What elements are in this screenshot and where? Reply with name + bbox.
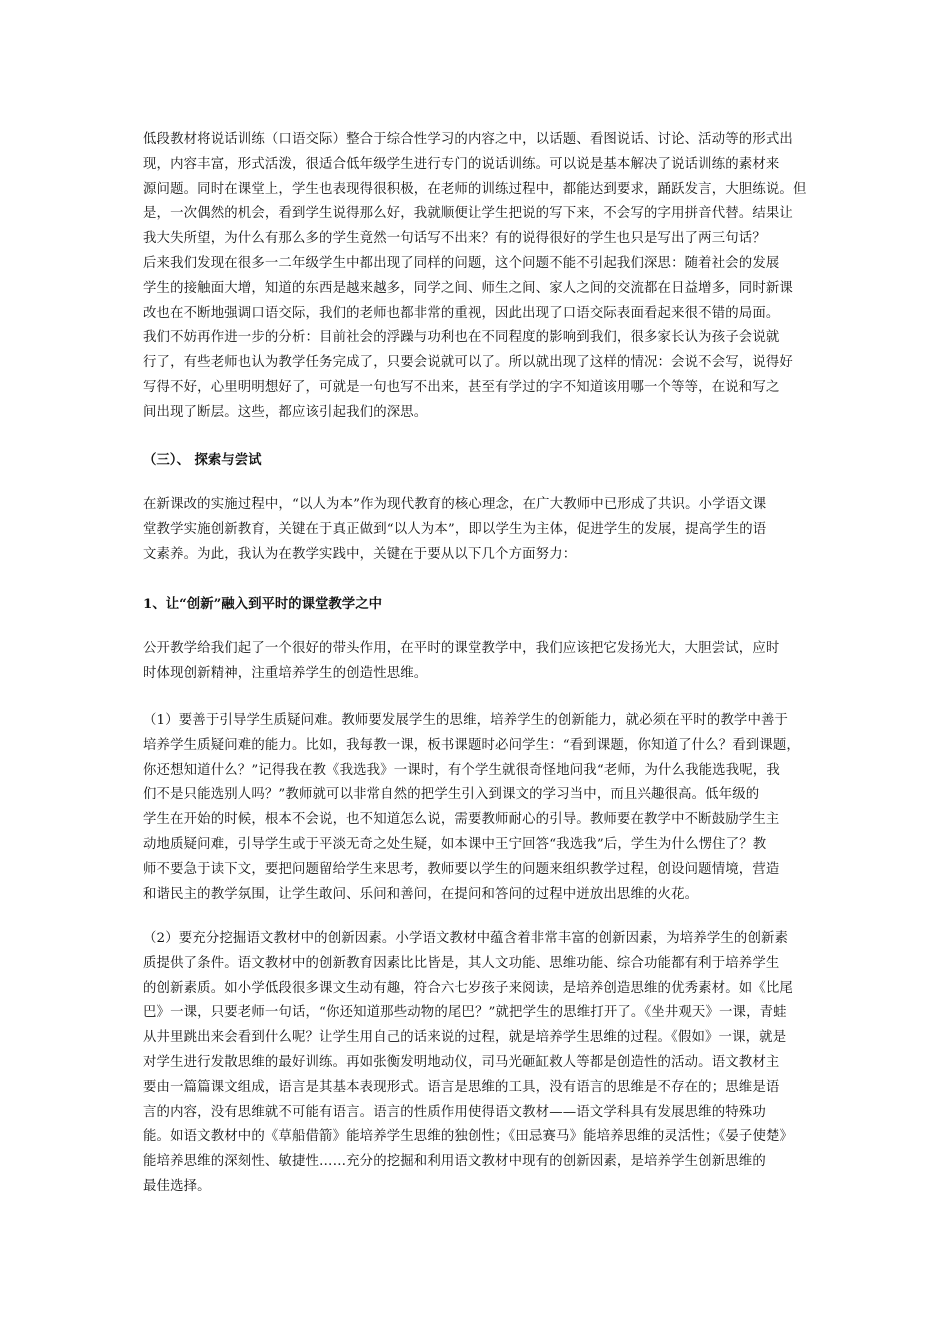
text-line: 源问题。同时在课堂上，学生也表现得很积极，在老师的训练过程中，都能达到要求，踊跃发言，大胆练说。但 xyxy=(143,181,807,197)
text-line: 言的内容，没有思维就不可能有语言。语言的性质作用使得语文教材——语文学科具有发展思维的特殊功 xyxy=(143,1104,766,1120)
text-line: 写得不好，心里明明想好了，可就是一句也写不出来，甚至有学过的字不知道该用哪一个等等，在说和写之 xyxy=(143,379,780,395)
text-line: 学生的接触面大增，知道的东西是越来越多，同学之间、师生之间、家人之间的交流都在日益增多，同时新课 xyxy=(143,280,793,296)
text-line: （2）要充分挖掘语文教材中的创新因素。小学语文教材中蕴含着非常丰富的创新因素，为培养学生的创新素 xyxy=(143,931,789,946)
text-line: 是，一次偶然的机会，看到学生说得那么好，我就顺便让学生把说的写下来，不会写的字用拼音代替。结果让 xyxy=(143,206,793,222)
paragraph-4 xyxy=(143,709,811,907)
text-line: 从井里跳出来会看到什么呢？让学生用自己的话来说的过程，就是培养学生思维的过程。《假如》一课，就是 xyxy=(143,1030,787,1046)
text-line: 巴》一课，只要老师一句话，“你还知道那些动物的尾巴？”就把学生的思维打开了。《坐井观天》一课，青蛙 xyxy=(143,1005,787,1021)
text-line: 们不是只能选别人吗？”教师就可以非常自然的把学生引入到课文的学习当中，而且兴趣很高。低年级的 xyxy=(143,787,760,803)
text-line: 你还想知道什么？”记得我在教《我选我》一课时，有个学生就很奇怪地问我“老师，为什么我能选我呢，我 xyxy=(143,762,780,778)
text-line: 我们不妨再作进一步的分析：目前社会的浮躁与功利也在不同程度的影响到我们，很多家长认为孩子会说就 xyxy=(143,330,780,346)
text-line: 对学生进行发散思维的最好训练。再如张衡发明地动仪，司马光砸缸救人等都是创造性的活动。语文教材主 xyxy=(143,1054,780,1070)
text-line: 和谐民主的教学氛围，让学生敢问、乐问和善问，在提问和答问的过程中迸放出思维的火花。 xyxy=(143,886,699,902)
text-line: 能。如语文教材中的《草船借箭》能培养学生思维的独创性；《田忌赛马》能培养思维的灵活性；《晏子使楚》 xyxy=(143,1129,794,1145)
paragraph-2 xyxy=(143,493,811,567)
text-line: 能培养思维的深刻性、敏捷性……充分的挖掘和利用语文教材中现有的创新因素，是培养学生创新思维的 xyxy=(143,1154,766,1170)
text-line: 学生在开始的时候，根本不会说，也不知道怎么说，需要教师耐心的引导。教师要在教学中不断鼓励学生主 xyxy=(143,812,780,828)
text-line: 的创新素质。如小学低段很多课文生动有趣，符合六七岁孩子来阅读，是培养创造思维的优秀素材。如《比尾 xyxy=(143,980,793,996)
text-line: （1）要善于引导学生质疑问难。教师要发展学生的思维，培养学生的创新能力，就必须在平时的教学中善于 xyxy=(143,713,789,728)
text-line: 现，内容丰富，形式活泼，很适合低年级学生进行专门的说话训练。可以说是基本解决了说话训练的素材来 xyxy=(143,156,780,172)
text-line: 师不要急于读下文，要把问题留给学生来思考，教师要以学生的问题来组织教学过程，创设问题情境，营造 xyxy=(143,861,780,877)
text-line: 时体现创新精神，注重培养学生的创造性思维。 xyxy=(143,665,428,681)
text-line: 低段教材将说话训练（口语交际）整合于综合性学习的内容之中，以话题、看图说话、讨论、活动等的形式出 xyxy=(143,132,793,147)
paragraph-1 xyxy=(143,128,811,426)
text-line: 质提供了条件。语文教材中的创新教育因素比比皆是，其人文功能、思维功能、综合功能都有利于培养学生 xyxy=(143,955,780,971)
text-line: 我大失所望，为什么有那么多的学生竟然一句话写不出来？有的说得很好的学生也只是写出了两三句话？ xyxy=(143,231,766,247)
paragraph-5 xyxy=(143,927,811,1200)
text-line: 后来我们发现在很多一二年级学生中都出现了同样的问题，这个问题不能不引起我们深思：随着社会的发展 xyxy=(143,255,780,271)
subsection-heading: 1、让“创新”融入到平时的课堂教学之中 xyxy=(143,596,382,612)
text-line: 培养学生质疑问难的能力。比如，我每教一课，板书课题时必问学生：“看到课题，你知道了什么？看到课题， xyxy=(143,737,800,753)
text-line: 堂教学实施创新教育，关键在于真正做到“以人为本”，即以学生为主体，促进学生的发展，提高学生的语 xyxy=(143,521,767,537)
paragraph-3 xyxy=(143,637,811,687)
text-line: 要由一篇篇课文组成，语言是其基本表现形式。语言是思维的工具，没有语言的思维是不存在的；思维是语 xyxy=(143,1079,780,1095)
text-line: 最佳选择。 xyxy=(143,1178,211,1194)
section-heading: （三）、 探索与尝试 xyxy=(143,452,262,468)
text-line: 公开教学给我们起了一个很好的带头作用，在平时的课堂教学中，我们应该把它发扬光大，大胆尝试，应时 xyxy=(143,641,780,656)
text-line: 改也在不断地强调口语交际，我们的老师也都非常的重视，因此出现了口语交际表面看起来很不错的局面。 xyxy=(143,305,780,321)
text-line: 动地质疑问难，引导学生或于平淡无奇之处生疑，如本课中王宁回答“我选我”后，学生为什么愣住了？教 xyxy=(143,836,767,852)
text-line: 行了，有些老师也认为教学任务完成了，只要会说就可以了。所以就出现了这样的情况：会说不会写，说得好 xyxy=(143,355,793,371)
text-line: 在新课改的实施过程中，“以人为本”作为现代教育的核心理念，在广大教师中已形成了共识。小学语文课 xyxy=(143,497,767,512)
text-line: 文素养。为此，我认为在教学实践中，关键在于要从以下几个方面努力： xyxy=(143,546,577,562)
text-line: 间出现了断层。这些，都应该引起我们的深思。 xyxy=(143,404,428,420)
